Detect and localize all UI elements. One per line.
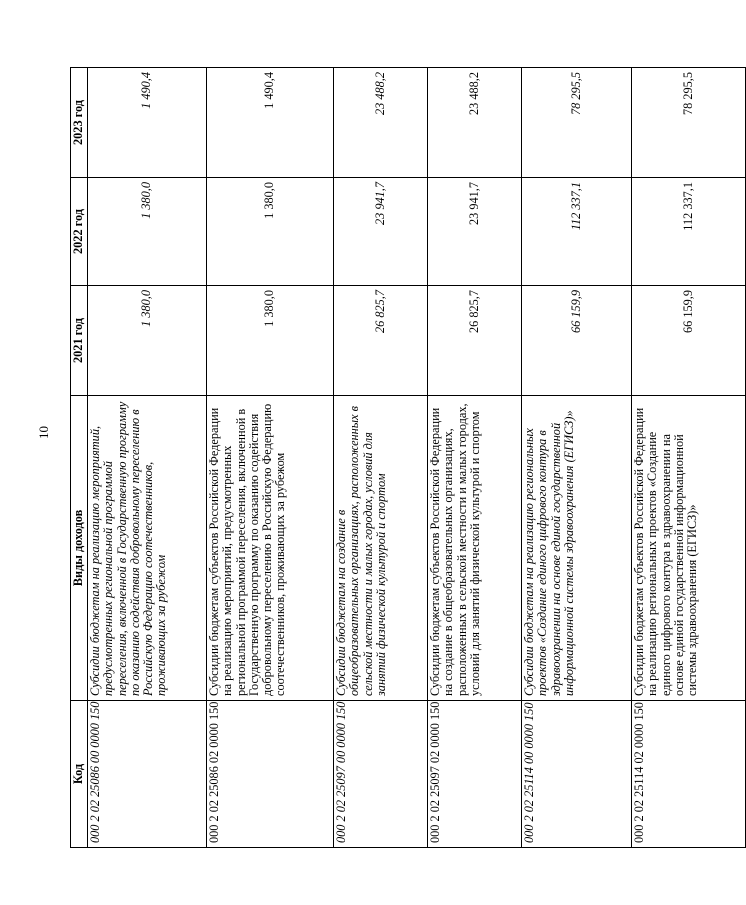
- row-description: Субсидии бюджетам на реализацию мероприятий, предусмотренных региональной программой переселения, включенной в Государственную программу по оказанию содействия добровольному переселению в Российскую Федерацию соотечественников, проживающих за рубежом: [88, 396, 207, 701]
- row-value-2021: 26 825,7: [428, 286, 522, 396]
- row-value-2023: 23 488,2: [428, 68, 522, 178]
- row-description: Субсидии бюджетам субъектов Российской Федерации на создание в общеобразовательных организациях, расположенных в сельской местности и малых городах, условий для занятий физической культурой и спортом: [428, 396, 522, 701]
- row-value-2022: 23 941,7: [334, 178, 428, 286]
- table-row: [88, 68, 207, 848]
- header-revenue-type: Виды доходов: [71, 396, 88, 701]
- row-code: 000 2 02 25086 02 0000 150: [207, 701, 334, 848]
- row-value-2021: 1 380,0: [88, 286, 207, 396]
- row-value-2022: 112 337,1: [632, 178, 746, 286]
- row-code: 000 2 02 25114 00 0000 150: [522, 701, 632, 848]
- table-row: [522, 68, 632, 848]
- row-value-2022: 23 941,7: [428, 178, 522, 286]
- table-row: [632, 68, 746, 848]
- row-code: 000 2 02 25097 02 0000 150: [428, 701, 522, 848]
- row-value-2023: 1 490,4: [207, 68, 334, 178]
- row-value-2023: 1 490,4: [88, 68, 207, 178]
- revenue-table-container: [70, 68, 746, 848]
- row-description: Субсидии бюджетам субъектов Российской Федерации на реализацию мероприятий, предусмотренных региональной программой переселения, включенной в Государственную программу по оказанию содействия добровольному переселению в Российскую Федерацию соотечественников, проживающих за рубежом: [207, 396, 334, 701]
- row-value-2022: 1 380,0: [88, 178, 207, 286]
- table-row: [207, 68, 334, 848]
- row-description: Субсидии бюджетам на реализацию региональных проектов «Создание единого цифрового контура в здравоохранении на основе единой государственной информационной системы здравоохранения (ЕГИСЗ)»: [522, 396, 632, 701]
- row-value-2021: 26 825,7: [334, 286, 428, 396]
- row-value-2023: 23 488,2: [334, 68, 428, 178]
- row-code: 000 2 02 25086 00 0000 150: [88, 701, 207, 848]
- header-2021: 2021 год: [71, 286, 88, 396]
- page-number: 10: [36, 426, 51, 439]
- table-row: [428, 68, 522, 848]
- revenue-table: [70, 67, 746, 848]
- row-value-2021: 1 380,0: [207, 286, 334, 396]
- header-2022: 2022 год: [71, 178, 88, 286]
- row-value-2023: 78 295,5: [522, 68, 632, 178]
- header-2023: 2023 год: [71, 68, 88, 178]
- table-row: [334, 68, 428, 848]
- table-header-row: [71, 68, 88, 848]
- row-code: 000 2 02 25097 00 0000 150: [334, 701, 428, 848]
- row-value-2022: 112 337,1: [522, 178, 632, 286]
- row-code: 000 2 02 25114 02 0000 150: [632, 701, 746, 848]
- row-value-2022: 1 380,0: [207, 178, 334, 286]
- row-description: Субсидии бюджетам субъектов Российской Федерации на реализацию региональных проектов «Создание единого цифрового контура в здравоохранении на основе единой государственной информационной системы здравоохранения (ЕГИСЗ)»: [632, 396, 746, 701]
- row-description: Субсидии бюджетам на создание в общеобразовательных организациях, расположенных в сельской местности и малых городах, условий для занятий физической культурой и спортом: [334, 396, 428, 701]
- row-value-2021: 66 159,9: [632, 286, 746, 396]
- header-code: Код: [71, 701, 88, 848]
- row-value-2021: 66 159,9: [522, 286, 632, 396]
- row-value-2023: 78 295,5: [632, 68, 746, 178]
